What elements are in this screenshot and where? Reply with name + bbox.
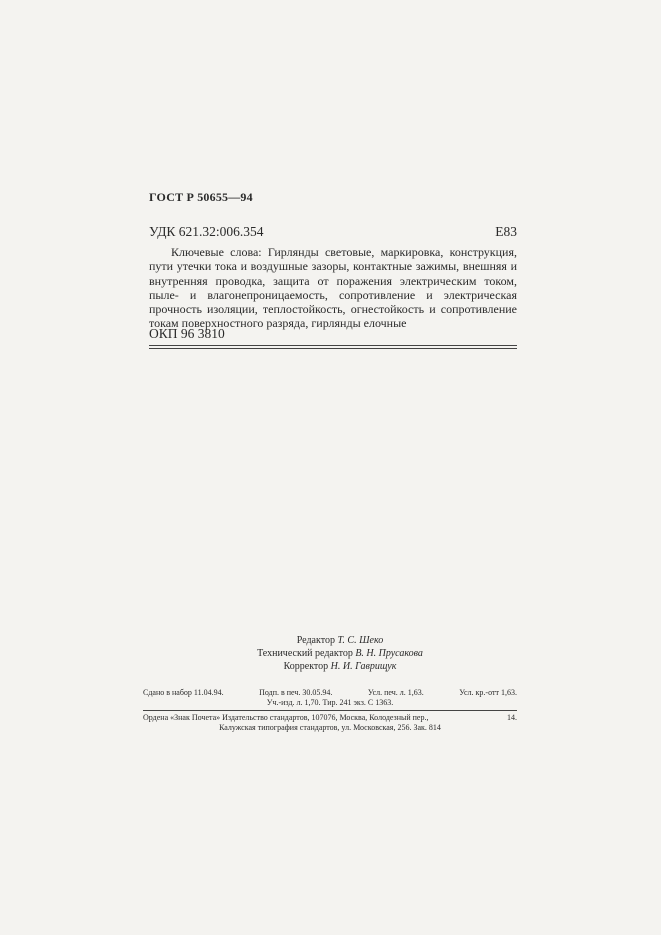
document-code: ГОСТ Р 50655—94 <box>149 190 253 204</box>
editor-name: Т. С. Шеко <box>337 635 384 646</box>
credits-block <box>200 634 480 673</box>
print-info-line: Сдано в набор 11.04.94. Подп. в печ. 30.05.94. Усл. печ. л. 1,63. Усл. кр.-отт 1,63. <box>143 688 517 697</box>
publisher-info <box>143 713 517 732</box>
group-code: Е83 <box>495 224 517 239</box>
tech-editor-line: Технический редактор В. Н. Прусакова <box>257 648 423 659</box>
classification-row <box>149 224 517 240</box>
okp-code: ОКП 96 3810 <box>149 326 225 341</box>
divider-line <box>149 348 517 349</box>
corrector-line: Корректор Н. И. Гаврищук <box>283 661 397 672</box>
publisher-line: Калужская типография стандартов, ул. Московская, 256. Зак. 814 <box>219 722 441 732</box>
print-info-line: Уч.-изд. л. 1,70. Тир. 241 экз. С 1363. <box>266 697 394 707</box>
divider-line <box>143 710 517 711</box>
udk-code: УДК 621.32:006.354 <box>149 224 264 239</box>
print-info <box>143 688 517 707</box>
tech-editor-name: В. Н. Прусакова <box>355 648 423 659</box>
keywords-paragraph: Ключевые слова: Гирлянды световые, маркировка, конструкция, пути утечки тока и воздушные зазоры, контактные зажимы, внешняя и внутренняя проводка, защита от поражения электрическим током, пыле- и влагонепроницаемость, сопротивление и электрическая прочность изоляции, теплостойкость, огнестойкость и сопротивление токам поверхностного разряда, гирлянды елочные <box>149 245 517 331</box>
corrector-name: Н. И. Гаврищук <box>330 661 397 672</box>
publisher-line: Ордена «Знак Почета» Издательство стандартов, 107076, Москва, Колодезный пер., 14. <box>143 713 517 722</box>
divider-line <box>149 345 517 346</box>
editor-line: Редактор Т. С. Шеко <box>296 635 384 646</box>
